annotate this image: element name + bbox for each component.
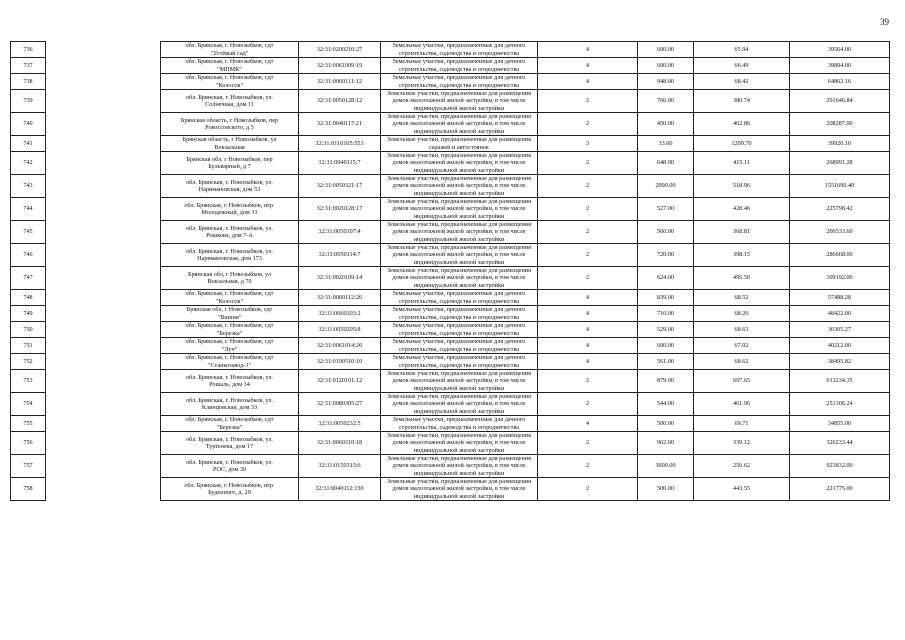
specific-value-cell: 697.65 xyxy=(694,370,790,393)
cadastral-value-cell: 291646.84 xyxy=(790,90,890,113)
group-cell: 4 xyxy=(538,354,638,370)
row-number-cell: 754 xyxy=(11,393,46,416)
cadastral-number-cell: 32:31:0040117:21 xyxy=(299,113,381,136)
page-number: 39 xyxy=(880,17,889,27)
spacer-cell xyxy=(46,393,161,416)
spacer-cell xyxy=(46,90,161,113)
land-use-cell: Земельные участки, предназначенные для размещения домов малоэтажной жилой застройки, в том числе индивидуальной жилой застройки xyxy=(381,221,538,244)
cadastral-value-cell: 225798.42 xyxy=(790,198,890,221)
area-cell: 710.00 xyxy=(638,306,694,322)
address-cell: обл. Брянская, г. Новозыбков, ул. РОС, дом 30 xyxy=(161,455,299,478)
area-cell: 2990.00 xyxy=(638,175,694,198)
land-use-cell: Земельные участки, предназначенные для дачного строительства, садоводства и огородничества xyxy=(381,322,538,338)
cadastral-number-cell: 32:31:0050107:4 xyxy=(299,221,381,244)
group-cell: 2 xyxy=(538,267,638,290)
land-use-cell: Земельные участки, предназначенные для размещения домов малоэтажной жилой застройки, в том числе индивидуальной жилой застройки xyxy=(381,432,538,455)
table-row xyxy=(11,74,890,90)
row-number-cell: 747 xyxy=(11,267,46,290)
cadastral-value-cell: 57488.28 xyxy=(790,290,890,306)
group-cell: 2 xyxy=(538,175,638,198)
address-cell: обл. Брянская, г. Новозыбков, сдт "Станкозавод-3" xyxy=(161,354,299,370)
address-cell: обл. Брянская, г. Новозыбков, сдт "Луч" xyxy=(161,338,299,354)
land-use-cell: Земельные участки, предназначенные для размещения домов малоэтажной жилой застройки, в том числе индивидуальной жилой застройки xyxy=(381,198,538,221)
group-cell: 4 xyxy=(538,74,638,90)
spacer-cell xyxy=(46,338,161,354)
group-cell: 2 xyxy=(538,478,638,501)
area-cell: 962.00 xyxy=(638,432,694,455)
area-cell: 450.00 xyxy=(638,113,694,136)
row-number-cell: 749 xyxy=(11,306,46,322)
specific-value-cell: 339.12 xyxy=(694,432,790,455)
cadastral-value-cell: 268991.28 xyxy=(790,152,890,175)
specific-value-cell: 65.94 xyxy=(694,42,790,58)
spacer-cell xyxy=(46,244,161,267)
table-row xyxy=(11,432,890,455)
table-row xyxy=(11,42,890,58)
spacer-cell xyxy=(46,354,161,370)
group-cell: 2 xyxy=(538,90,638,113)
land-use-cell: Земельные участки, предназначенные для дачного строительства, садоводства и огородничества xyxy=(381,58,538,74)
spacer-cell xyxy=(46,221,161,244)
row-number-cell: 755 xyxy=(11,416,46,432)
area-cell: 527.00 xyxy=(638,198,694,221)
spacer-cell xyxy=(46,370,161,393)
row-number-cell: 742 xyxy=(11,152,46,175)
address-cell: обл. Брянская, г. Новозыбков, сдт "МПМК" xyxy=(161,58,299,74)
group-cell: 4 xyxy=(538,58,638,74)
cadastral-number-cell: 32:31:0120101:12 xyxy=(299,370,381,393)
table-row xyxy=(11,322,890,338)
land-use-cell: Земельные участки, предназначенные для размещения домов малоэтажной жилой застройки, в том числе индивидуальной жилой застройки xyxy=(381,370,538,393)
land-use-cell: Земельные участки, предназначенные для размещения домов малоэтажной жилой застройки, в том числе индивидуальной жилой застройки xyxy=(381,90,538,113)
cadastral-value-cell: 286668.00 xyxy=(790,244,890,267)
cadastral-number-cell: 32:31:0020128:17 xyxy=(299,198,381,221)
spacer-cell xyxy=(46,322,161,338)
cadastral-value-cell: 38495.82 xyxy=(790,354,890,370)
specific-value-cell: 518.96 xyxy=(694,175,790,198)
land-use-cell: Земельные участки, предназначенные для размещения домов малоэтажной жилой застройки, в том числе индивидуальной жилой застройки xyxy=(381,244,538,267)
land-use-cell: Земельные участки, предназначенные для дачного строительства, садоводства и огородничества xyxy=(381,74,538,90)
table-row xyxy=(11,478,890,501)
row-number-cell: 748 xyxy=(11,290,46,306)
cadastral-value-cell: 39564.00 xyxy=(790,42,890,58)
table-row xyxy=(11,338,890,354)
area-cell: 600.00 xyxy=(638,58,694,74)
cadastral-value-cell: 48422.00 xyxy=(790,306,890,322)
address-cell: обл. Брянская, г. Новозыбков, ул. Рошкова, дом 7-А xyxy=(161,221,299,244)
row-number-cell: 753 xyxy=(11,370,46,393)
table-row xyxy=(11,175,890,198)
cadastral-number-cell: 32:31:0061009:19 xyxy=(299,58,381,74)
area-cell: 839.00 xyxy=(638,290,694,306)
specific-value-cell: 1209.70 xyxy=(694,136,790,152)
cadastral-value-cell: 39920.10 xyxy=(790,136,890,152)
table-row xyxy=(11,58,890,74)
address-cell: обл. Брянская, г. Новозыбков, ул. Тургенева, дом 17 xyxy=(161,432,299,455)
row-number-cell: 739 xyxy=(11,90,46,113)
table-row xyxy=(11,90,890,113)
specific-value-cell: 69.71 xyxy=(694,416,790,432)
cadastral-number-cell: 32:31:0050321:17 xyxy=(299,175,381,198)
area-cell: 879.00 xyxy=(638,370,694,393)
table-row xyxy=(11,113,890,136)
table-row xyxy=(11,393,890,416)
table-row xyxy=(11,221,890,244)
row-number-cell: 752 xyxy=(11,354,46,370)
cadastral-number-cell: 32:31:0060111:12 xyxy=(299,74,381,90)
cadastral-value-cell: 36305.27 xyxy=(790,322,890,338)
row-number-cell: 743 xyxy=(11,175,46,198)
cadastral-value-cell: 1551690.40 xyxy=(790,175,890,198)
address-cell: Брянская область, г Новозыбков, ул Вокзальная xyxy=(161,136,299,152)
group-cell: 2 xyxy=(538,393,638,416)
table-row xyxy=(11,370,890,393)
specific-value-cell: 380.74 xyxy=(694,90,790,113)
specific-value-cell: 428.46 xyxy=(694,198,790,221)
row-number-cell: 737 xyxy=(11,58,46,74)
group-cell: 2 xyxy=(538,432,638,455)
cadastral-value-cell: 326233.44 xyxy=(790,432,890,455)
area-cell: 648.00 xyxy=(638,152,694,175)
spacer-cell xyxy=(46,455,161,478)
specific-value-cell: 462.86 xyxy=(694,113,790,136)
specific-value-cell: 368.81 xyxy=(694,221,790,244)
land-use-cell: Земельные участки, предназначенные для размещения домов малоэтажной жилой застройки, в том числе индивидуальной жилой застройки xyxy=(381,455,538,478)
cadastral-value-cell: 251306.24 xyxy=(790,393,890,416)
group-cell: 2 xyxy=(538,221,638,244)
cadastral-value-cell: 208287.00 xyxy=(790,113,890,136)
area-cell: 766.00 xyxy=(638,90,694,113)
land-use-cell: Земельные участки, предназначенные для дачного строительства, садоводства и огородничества xyxy=(381,338,538,354)
spacer-cell xyxy=(46,113,161,136)
group-cell: 4 xyxy=(538,322,638,338)
cadastral-number-cell: 32:31:0060112:26 xyxy=(299,290,381,306)
address-cell: обл. Брянская, г. Новозыбков, ул. Солнечная, дом 11 xyxy=(161,90,299,113)
row-number-cell: 750 xyxy=(11,322,46,338)
cadastral-number-cell: 32:31:0110105:553 xyxy=(299,136,381,152)
specific-value-cell: 66.49 xyxy=(694,58,790,74)
group-cell: 4 xyxy=(538,306,638,322)
table-row xyxy=(11,455,890,478)
address-cell: обл. Брянская, г. Новозыбков, сдт "Березка" xyxy=(161,322,299,338)
spacer-cell xyxy=(46,267,161,290)
area-cell: 600.00 xyxy=(638,338,694,354)
specific-value-cell: 495.50 xyxy=(694,267,790,290)
row-number-cell: 741 xyxy=(11,136,46,152)
specific-value-cell: 68.52 xyxy=(694,290,790,306)
address-cell: обл. Брянская, г. Новозыбков, сдт "Устёвый сад" xyxy=(161,42,299,58)
land-use-cell: Земельные участки, предназначенные для размещения домов малоэтажной жилой застройки, в том числе индивидуальной жилой застройки xyxy=(381,152,538,175)
spacer-cell xyxy=(46,175,161,198)
address-cell: Брянская область, г Новозыбков, пер Рокоссовского, д 5 xyxy=(161,113,299,136)
area-cell: 560.00 xyxy=(638,221,694,244)
address-cell: обл. Брянская, г. Новозыбков, ул. Клинцовская, дом 33 xyxy=(161,393,299,416)
group-cell: 4 xyxy=(538,290,638,306)
area-cell: 600.00 xyxy=(638,42,694,58)
area-cell: 3600.00 xyxy=(638,455,694,478)
land-use-cell: Земельные участки, предназначенные для размещения домов малоэтажной жилой застройки, в том числе индивидуальной жилой застройки xyxy=(381,478,538,501)
area-cell: 624.00 xyxy=(638,267,694,290)
address-cell: обл. Брянская, г. Новозыбков, ул. Рошаль, дом 34 xyxy=(161,370,299,393)
address-cell: обл. Брянская, г. Новозыбков, сдт "Березка" xyxy=(161,416,299,432)
specific-value-cell: 461.96 xyxy=(694,393,790,416)
cadastral-number-cell: 32:31:0020109:14 xyxy=(299,267,381,290)
cadastral-number-cell: 32:31:0080305:27 xyxy=(299,393,381,416)
row-number-cell: 740 xyxy=(11,113,46,136)
specific-value-cell: 68.42 xyxy=(694,74,790,90)
specific-value-cell: 68.62 xyxy=(694,354,790,370)
spacer-cell xyxy=(46,306,161,322)
area-cell: 529.00 xyxy=(638,322,694,338)
spacer-cell xyxy=(46,416,161,432)
land-use-cell: Земельные участки, предназначенные для дачного строительства, садоводства и огородничества xyxy=(381,290,538,306)
cadastral-value-cell: 923832.00 xyxy=(790,455,890,478)
land-use-cell: Земельные участки, предназначенные для дачного строительства, садоводства и огородничества xyxy=(381,354,538,370)
group-cell: 2 xyxy=(538,244,638,267)
area-cell: 720.00 xyxy=(638,244,694,267)
row-number-cell: 736 xyxy=(11,42,46,58)
address-cell: обл. Брянская, г. Новозыбков, сдт "Колосок" xyxy=(161,74,299,90)
table-row xyxy=(11,244,890,267)
cadastral-value-cell: 34855.00 xyxy=(790,416,890,432)
cadastral-number-cell: 32:31:0060103:2 xyxy=(299,306,381,322)
cadastral-number-cell: 32:31:0040115:7 xyxy=(299,152,381,175)
cadastral-value-cell: 309192.00 xyxy=(790,267,890,290)
area-cell: 561.00 xyxy=(638,354,694,370)
area-cell: 500.00 xyxy=(638,478,694,501)
land-use-cell: Земельные участки, предназначенные для дачного строительства, садоводства и огородничества xyxy=(381,42,538,58)
table-row xyxy=(11,354,890,370)
row-number-cell: 746 xyxy=(11,244,46,267)
address-cell: обл. Брянская, г. Новозыбков, пер. Молодежный, дом 31 xyxy=(161,198,299,221)
land-use-cell: Земельные участки, предназначенные для размещения домов малоэтажной жилой застройки, в том числе индивидуальной жилой застройки xyxy=(381,267,538,290)
cadastral-value-cell: 206533.60 xyxy=(790,221,890,244)
address-cell: обл. Брянская, г. Новозыбков, ул. Наримановская, дом 173 xyxy=(161,244,299,267)
cadastral-value-cell: 613234.35 xyxy=(790,370,890,393)
land-use-cell: Земельные участки, предназначенные для размещения домов малоэтажной жилой застройки, в том числе индивидуальной жилой застройки xyxy=(381,175,538,198)
cadastral-number-cell: 32:31:0190510:10 xyxy=(299,354,381,370)
specific-value-cell: 67.02 xyxy=(694,338,790,354)
row-number-cell: 757 xyxy=(11,455,46,478)
cadastral-number-cell: 32:31:0050205:8 xyxy=(299,322,381,338)
cadastral-number-cell: 32:31:0060310:18 xyxy=(299,432,381,455)
address-cell: обл. Брянская, г. Новозыбков, сдт "Колосок" xyxy=(161,290,299,306)
land-use-cell: Земельные участки, предназначенные для дачного строительства, садоводства и огородничества xyxy=(381,416,538,432)
group-cell: 3 xyxy=(538,136,638,152)
area-cell: 500.00 xyxy=(638,416,694,432)
cadastral-number-cell: 32:31:0150315:6 xyxy=(299,455,381,478)
cadastral-number-cell: 32:31:0050128:12 xyxy=(299,90,381,113)
specific-value-cell: 415.11 xyxy=(694,152,790,175)
land-use-cell: Земельные участки, предназначенные для размещения гаражей и автостоянок xyxy=(381,136,538,152)
table-row xyxy=(11,267,890,290)
cadastral-value-cell: 40212.00 xyxy=(790,338,890,354)
table-row xyxy=(11,136,890,152)
cadastral-value-cell: 64862.16 xyxy=(790,74,890,90)
table-body xyxy=(11,42,890,501)
land-use-cell: Земельные участки, предназначенные для дачного строительства, садоводства и огородничества xyxy=(381,306,538,322)
spacer-cell xyxy=(46,478,161,501)
table-row xyxy=(11,152,890,175)
row-number-cell: 745 xyxy=(11,221,46,244)
address-cell: Брянская обл, г Новозыбков, пер Бульварный, д 7 xyxy=(161,152,299,175)
spacer-cell xyxy=(46,74,161,90)
area-cell: 544.00 xyxy=(638,393,694,416)
spacer-cell xyxy=(46,290,161,306)
cadastral-number-cell: 32:31:0200210:27 xyxy=(299,42,381,58)
spacer-cell xyxy=(46,136,161,152)
spacer-cell xyxy=(46,42,161,58)
group-cell: 4 xyxy=(538,42,638,58)
group-cell: 2 xyxy=(538,455,638,478)
cadastral-number-cell: 32:31:0040112:130 xyxy=(299,478,381,501)
row-number-cell: 744 xyxy=(11,198,46,221)
spacer-cell xyxy=(46,198,161,221)
land-use-cell: Земельные участки, предназначенные для размещения домов малоэтажной жилой застройки, в том числе индивидуальной жилой застройки xyxy=(381,393,538,416)
spacer-cell xyxy=(46,432,161,455)
group-cell: 4 xyxy=(538,416,638,432)
cadastral-value-cell: 221775.00 xyxy=(790,478,890,501)
area-cell: 948.00 xyxy=(638,74,694,90)
specific-value-cell: 68.20 xyxy=(694,306,790,322)
table-row xyxy=(11,306,890,322)
area-cell: 33.00 xyxy=(638,136,694,152)
address-cell: обл. Брянская, г. Новозыбков, пер. Буденного, д. 29 xyxy=(161,478,299,501)
group-cell: 2 xyxy=(538,152,638,175)
specific-value-cell: 256.62 xyxy=(694,455,790,478)
cadastral-number-cell: 32:31:0061014:26 xyxy=(299,338,381,354)
specific-value-cell: 443.55 xyxy=(694,478,790,501)
cadastral-value-cell: 39894.00 xyxy=(790,58,890,74)
land-plot-table xyxy=(10,41,890,501)
row-number-cell: 738 xyxy=(11,74,46,90)
land-use-cell: Земельные участки, предназначенные для размещения домов малоэтажной жилой застройки, в том числе индивидуальной жилой застройки xyxy=(381,113,538,136)
group-cell: 2 xyxy=(538,113,638,136)
row-number-cell: 751 xyxy=(11,338,46,354)
address-cell: Брянская обл, г Новозыбков, сдт "Вишня" xyxy=(161,306,299,322)
group-cell: 4 xyxy=(538,338,638,354)
spacer-cell xyxy=(46,58,161,74)
table-row xyxy=(11,416,890,432)
cadastral-number-cell: 32:31:0050232:5 xyxy=(299,416,381,432)
row-number-cell: 756 xyxy=(11,432,46,455)
spacer-cell xyxy=(46,152,161,175)
address-cell: Брянская обл, г Новозыбков, ул Вокзальная, д 70 xyxy=(161,267,299,290)
address-cell: обл. Брянская, г. Новозыбков, ул. Наримановская, дом 53 xyxy=(161,175,299,198)
table-row xyxy=(11,290,890,306)
table-row xyxy=(11,198,890,221)
row-number-cell: 758 xyxy=(11,478,46,501)
group-cell: 2 xyxy=(538,370,638,393)
group-cell: 2 xyxy=(538,198,638,221)
specific-value-cell: 398.15 xyxy=(694,244,790,267)
specific-value-cell: 68.63 xyxy=(694,322,790,338)
cadastral-number-cell: 32:31:0050114:7 xyxy=(299,244,381,267)
